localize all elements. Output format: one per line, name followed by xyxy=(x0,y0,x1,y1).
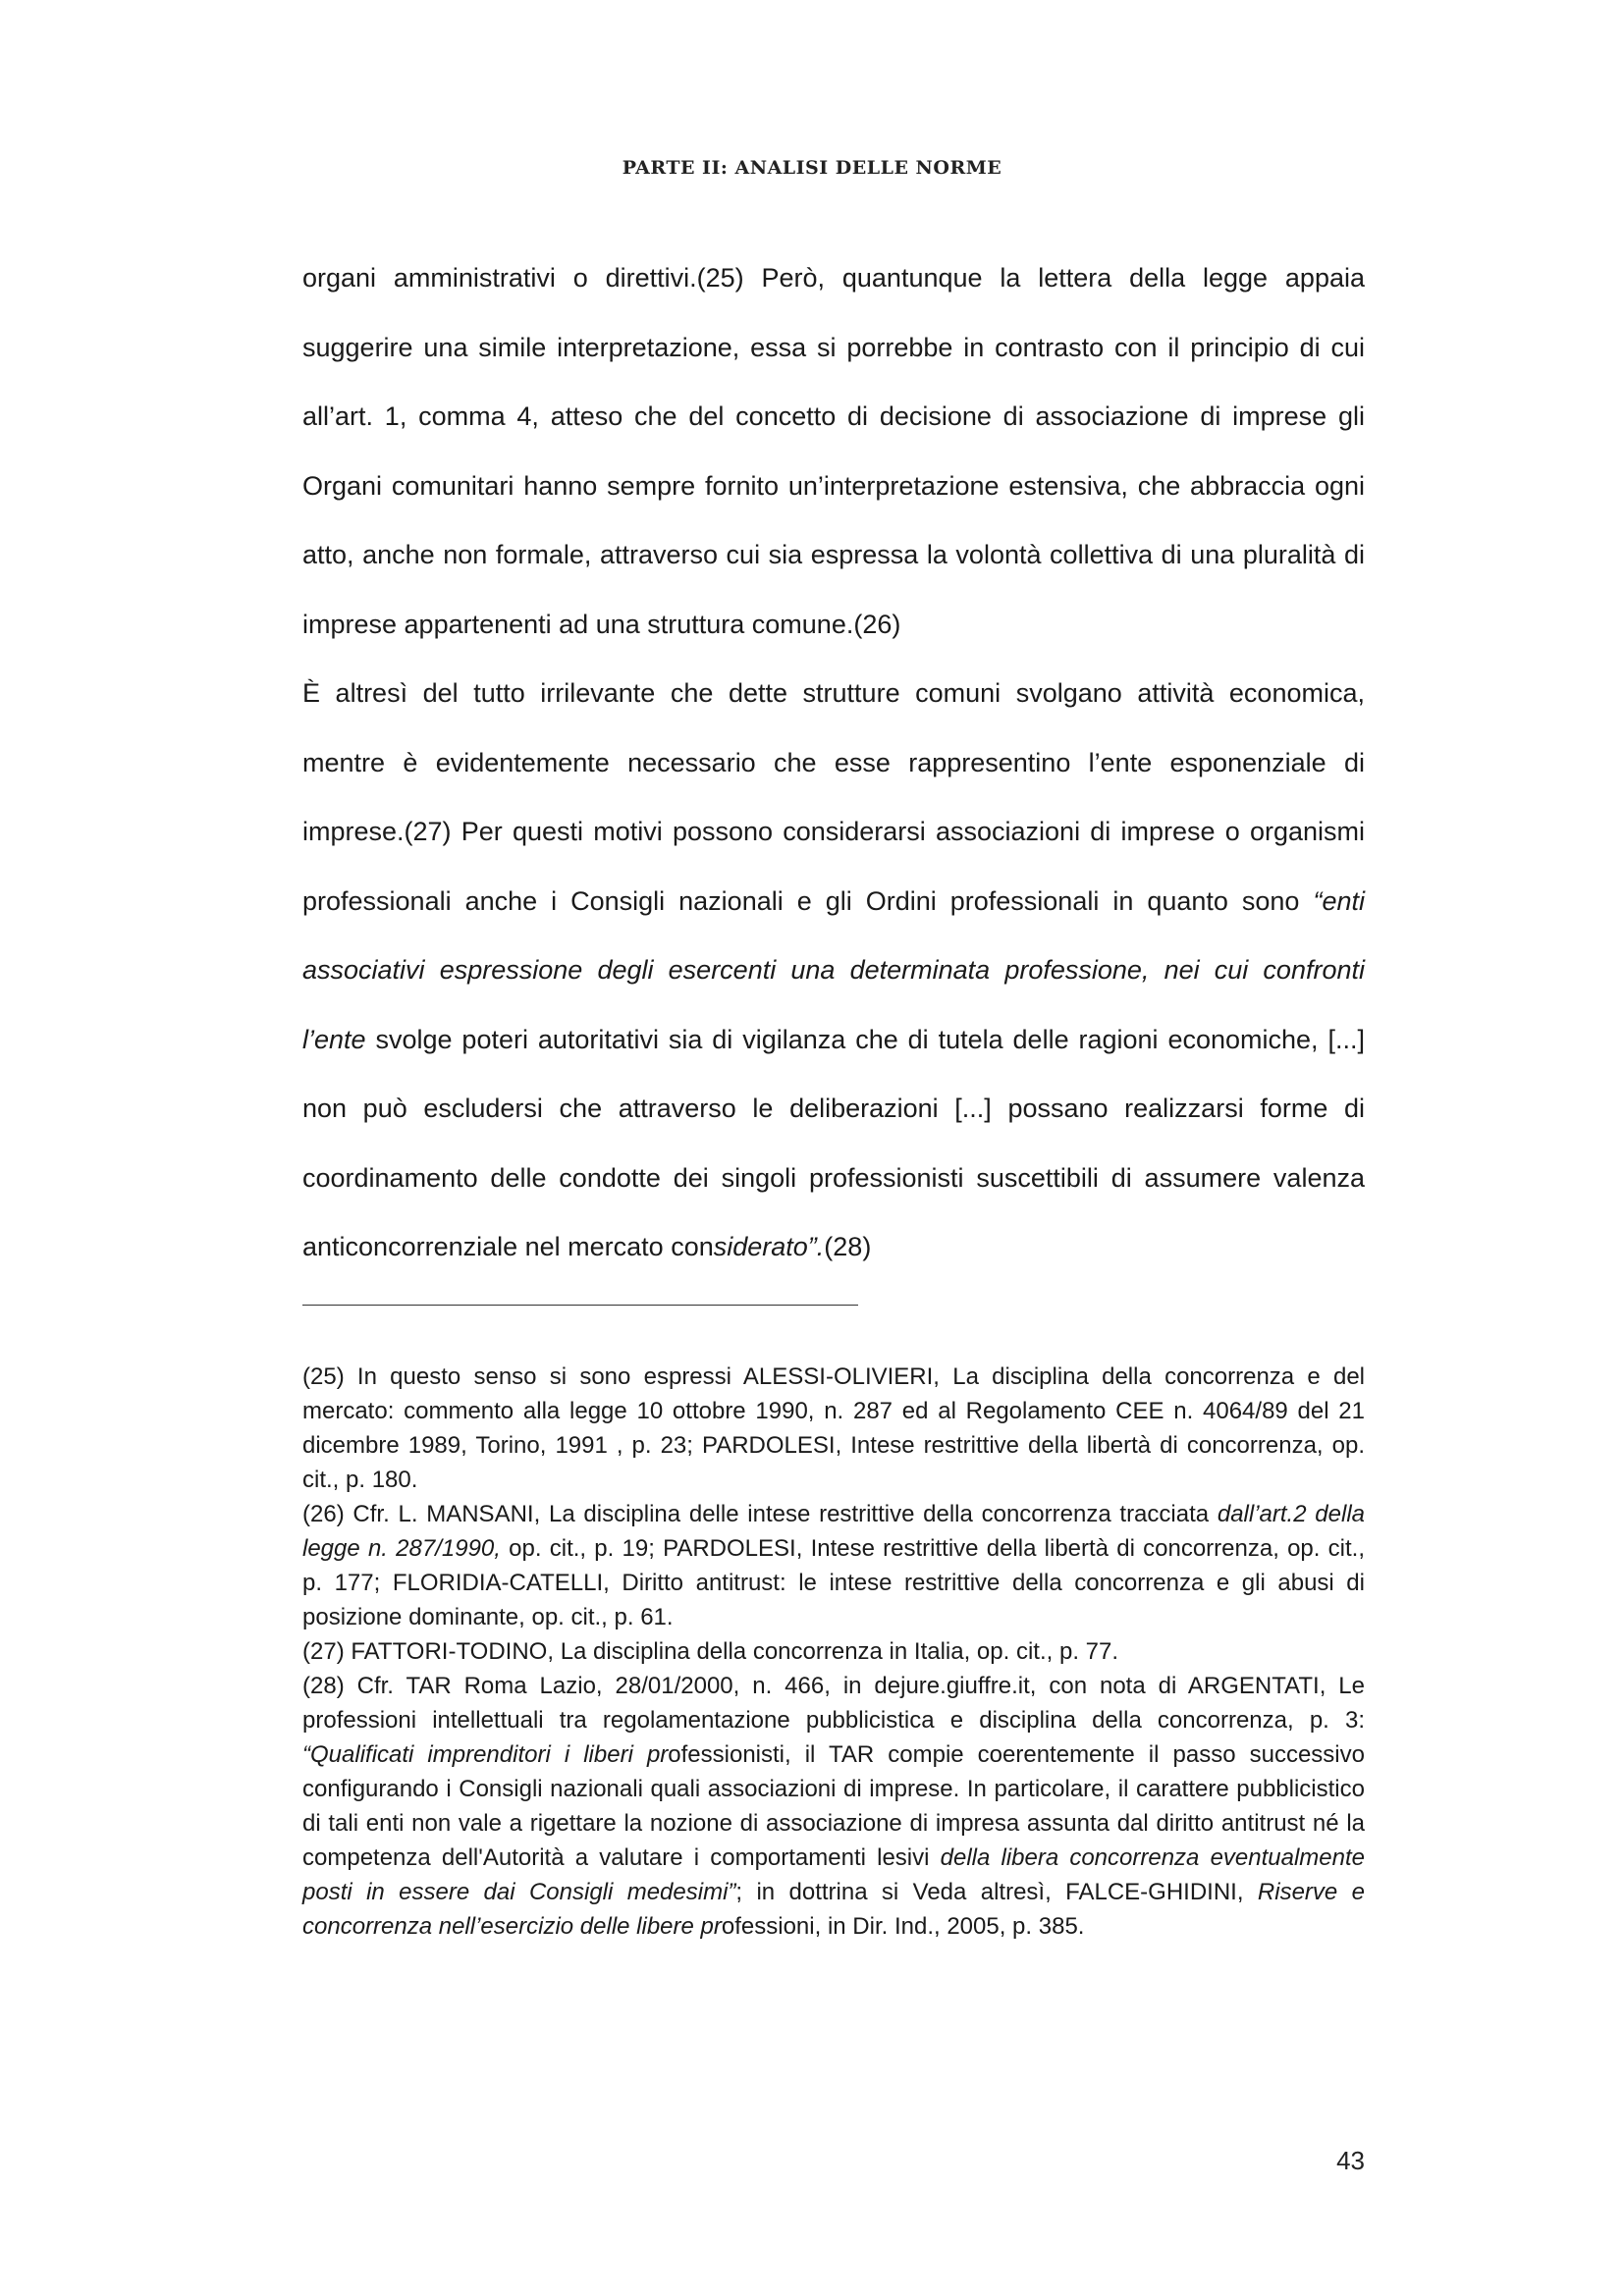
quote-end-italic: siderato”. xyxy=(713,1232,825,1261)
page-number: 43 xyxy=(1336,2146,1365,2175)
footnote-28-text-d: ofessioni, in Dir. Ind., 2005, p. 385. xyxy=(721,1913,1085,1940)
footnote-28-text-c: ; in dottrina si Veda altresì, FALCE-GHIDINI, xyxy=(735,1879,1244,1905)
running-header: PARTE II: ANALISI DELLE NORME xyxy=(622,157,1002,179)
footnote-ref-28: (28) xyxy=(824,1232,872,1261)
footnote-26-italic: dall’art.2 della legge n. 287/1990, xyxy=(302,1501,1365,1562)
quote-plain: svolge poteri autoritativi sia di vigilanza che di tutela delle ragioni economiche, [...] non può escludersi che attraverso le deliberazioni [...] possano realizzarsi forme di coordinamento delle condotte dei singoli professionisti suscettibili di assumere valenza anticoncorrenziale nel mercato con xyxy=(302,1024,1365,1261)
footnotes xyxy=(302,1360,1365,1944)
footnote-25: (25) In questo senso si sono espressi ALESSI-OLIVIERI, La disciplina della concorrenza e del mercato: commento alla legge 10 ottobre 1990, n. 287 ed al Regolamento CEE n. 4064/89 del 21 dicembre 1989, Torino, 1991 , p. 23; PARDOLESI, Intese restrittive della libertà di concorrenza, op. cit., p. 180. xyxy=(302,1363,1365,1493)
quote-italic: “enti associativi espressione degli esercenti una determinata professione, nei cui confronti l’ente xyxy=(302,885,1365,1054)
paragraph-2-text: È altresì del tutto irrilevante che dette strutture comuni svolgano attività economica, mentre è evidentemente necessario che esse rappresentino l’ente esponenziale di imprese.(27) Per questi motivi possono considerarsi associazioni di imprese o organismi professionali anche i Consigli nazionali e gli Ordini professionali in quanto sono xyxy=(302,678,1365,916)
paragraph-2 xyxy=(302,659,1365,1282)
footnote-26-text-a: (26) Cfr. L. MANSANI, La disciplina delle intese restrittive della concorrenza tracciata xyxy=(302,1501,1210,1527)
footnote-27: (27) FATTORI-TODINO, La disciplina della concorrenza in Italia, op. cit., p. 77. xyxy=(302,1638,1119,1665)
footnote-26 xyxy=(302,1497,1365,1634)
footnote-28-italic-1: “Qualificati imprenditori i liberi pr xyxy=(302,1741,669,1768)
footnote-28-italic-2: della libera concorrenza eventualmente posti in essere dai Consigli medesimi” xyxy=(302,1844,1366,1905)
footnote-28-text-a: (28) Cfr. TAR Roma Lazio, 28/01/2000, n. 466, in dejure.giuffre.it, con nota di ARGENTATI, Le professioni intellettuali tra regolamentazione pubblicistica e disciplina della concorrenza, p. 3: xyxy=(302,1673,1365,1734)
footnote-separator xyxy=(302,1305,858,1306)
main-text xyxy=(302,243,1365,1282)
paragraph-1: organi amministrativi o direttivi.(25) Però, quantunque la lettera della legge appaia suggerire una simile interpretazione, essa si porrebbe in contrasto con il principio di cui all’art. 1, comma 4, atteso che del concetto di decisione di associazione di imprese gli Organi comunitari hanno sempre fornito un’interpretazione estensiva, che abbraccia ogni atto, anche non formale, attraverso cui sia espressa la volontà collettiva di una pluralità di imprese appartenenti ad una struttura comune.(26) xyxy=(302,263,1365,639)
footnote-28 xyxy=(302,1669,1365,1944)
footnote-28-text-b: ofessionisti, il TAR compie coerentemente il passo successivo configurando i Consigli nazionali quali associazioni di imprese. In particolare, il carattere pubblicistico di tali enti non vale a rigettare la nozione di associazione di impresa assunta dal diritto antitrust né la competenza dell'Autorità a valutare i comportamenti lesivi xyxy=(302,1741,1365,1871)
footnote-28-italic-3: Riserve e concorrenza nell’esercizio delle libere pr xyxy=(302,1879,1365,1940)
footnote-26-text-b: op. cit., p. 19; PARDOLESI, Intese restrittive della libertà di concorrenza, op. cit., p. 177; FLORIDIA-CATELLI, Diritto antitrust: le intese restrittive della concorrenza e gli abusi di posizione dominante, op. cit., p. 61. xyxy=(302,1535,1365,1630)
